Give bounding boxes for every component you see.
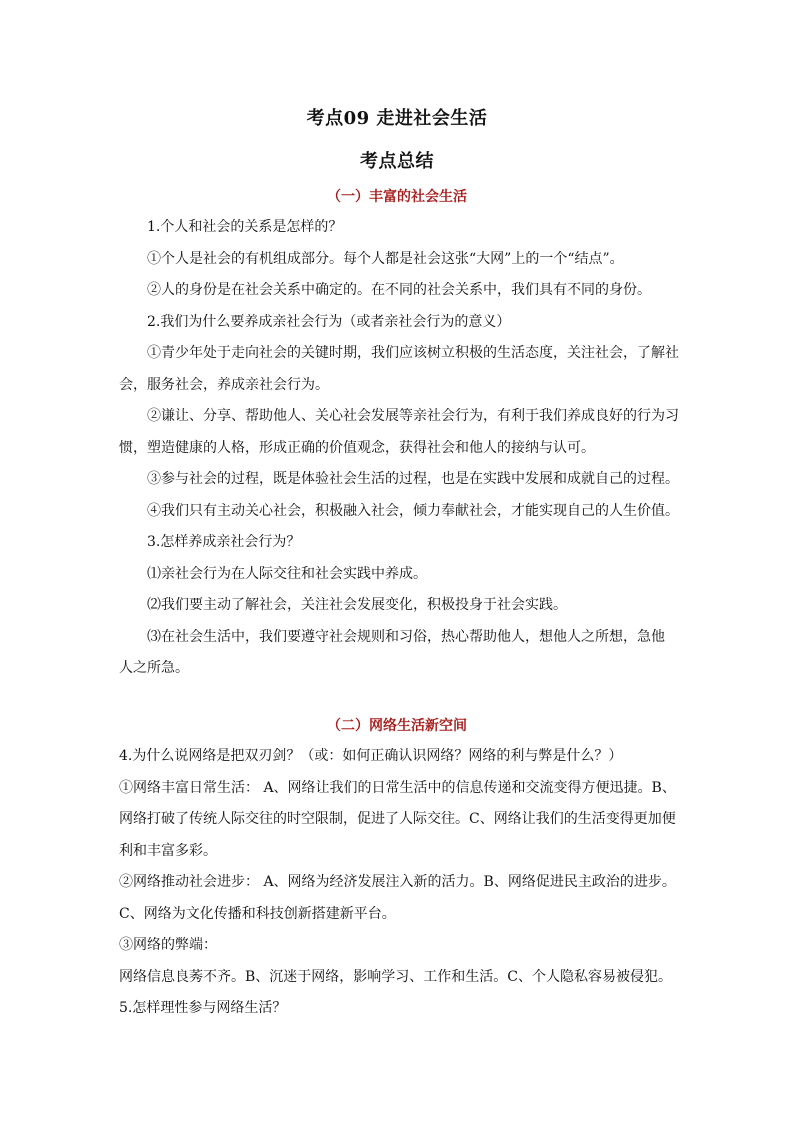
text-line: ⑴亲社会行为在人际交往和社会实践中养成。 xyxy=(147,565,427,582)
text-line: 惯，塑造健康的人格，形成正确的价值观念，获得社会和他人的接纳与认可。 xyxy=(119,439,595,456)
text-line: ③参与社会的过程，既是体验社会生活的过程，也是在实践中发展和成就自己的过程。 xyxy=(147,471,679,487)
section-heading-1: （一）丰富的社会生活 xyxy=(327,189,467,205)
page-subtitle: 考点总结 xyxy=(360,151,434,172)
text-line: 网络打破了传统人际交往的时空限制，促进了人际交往。C、网络让我们的生活变得更加便 xyxy=(119,811,676,827)
section-2-body xyxy=(119,741,684,1025)
text-line: ①网络丰富日常生活： A、网络让我们的日常生活中的信息传递和交流变得方便迅捷。B、 xyxy=(119,779,676,796)
text-line: 1.个人和社会的关系是怎样的？ xyxy=(147,219,343,235)
text-line: ⑵我们要主动了解社会，关注社会发展变化，积极投身于社会实践。 xyxy=(147,597,567,613)
text-line: ②网络推动社会进步： A、网络为经济发展注入新的活力。B、网络促进民主政治的进步。 xyxy=(119,874,676,890)
text-line: 利和丰富多彩。 xyxy=(119,842,217,859)
section-heading-2: （二）网络生活新空间 xyxy=(327,718,467,734)
text-line: 3.怎样养成亲社会行为？ xyxy=(147,534,301,550)
text-line: 人之所急。 xyxy=(119,660,189,676)
text-line: 4.为什么说网络是把双刃剑？（或：如何正确认识网络？网络的利与弊是什么？） xyxy=(119,748,623,764)
text-line: ④我们只有主动关心社会，积极融入社会，倾力奉献社会，才能实现自己的人生价值。 xyxy=(147,502,679,519)
text-line: ②人的身份是在社会关系中确定的。在不同的社会关系中，我们具有不同的身份。 xyxy=(147,282,651,298)
page-title: 考点09 走进社会生活 xyxy=(306,108,488,129)
text-line: ①青少年处于走向社会的关键时期，我们应该树立积极的生活态度，关注社会，了解社 xyxy=(147,345,679,361)
text-line: 2.我们为什么要养成亲社会行为（或者亲社会行为的意义） xyxy=(147,313,511,330)
text-line: 会，服务社会，养成亲社会行为。 xyxy=(119,376,329,393)
text-line: 5.怎样理性参与网络生活？ xyxy=(119,1000,287,1016)
text-line: 网络信息良莠不齐。B、沉迷于网络，影响学习、工作和生活。C、个人隐私容易被侵犯。 xyxy=(119,968,672,985)
text-line: C、网络为文化传播和科技创新搭建新平台。 xyxy=(119,905,396,922)
text-line: ⑶在社会生活中，我们要遵守社会规则和习俗，热心帮助他人，想他人之所想，急他 xyxy=(147,628,665,645)
text-line: ①个人是社会的有机组成部分。每个人都是社会这张“大网”上的一个“结点”。 xyxy=(147,250,624,267)
text-line: ②谦让、分享、帮助他人、关心社会发展等亲社会行为，有利于我们养成良好的行为习 xyxy=(147,408,679,424)
section-1-body xyxy=(119,212,679,685)
text-line: ③网络的弊端： xyxy=(119,937,217,953)
